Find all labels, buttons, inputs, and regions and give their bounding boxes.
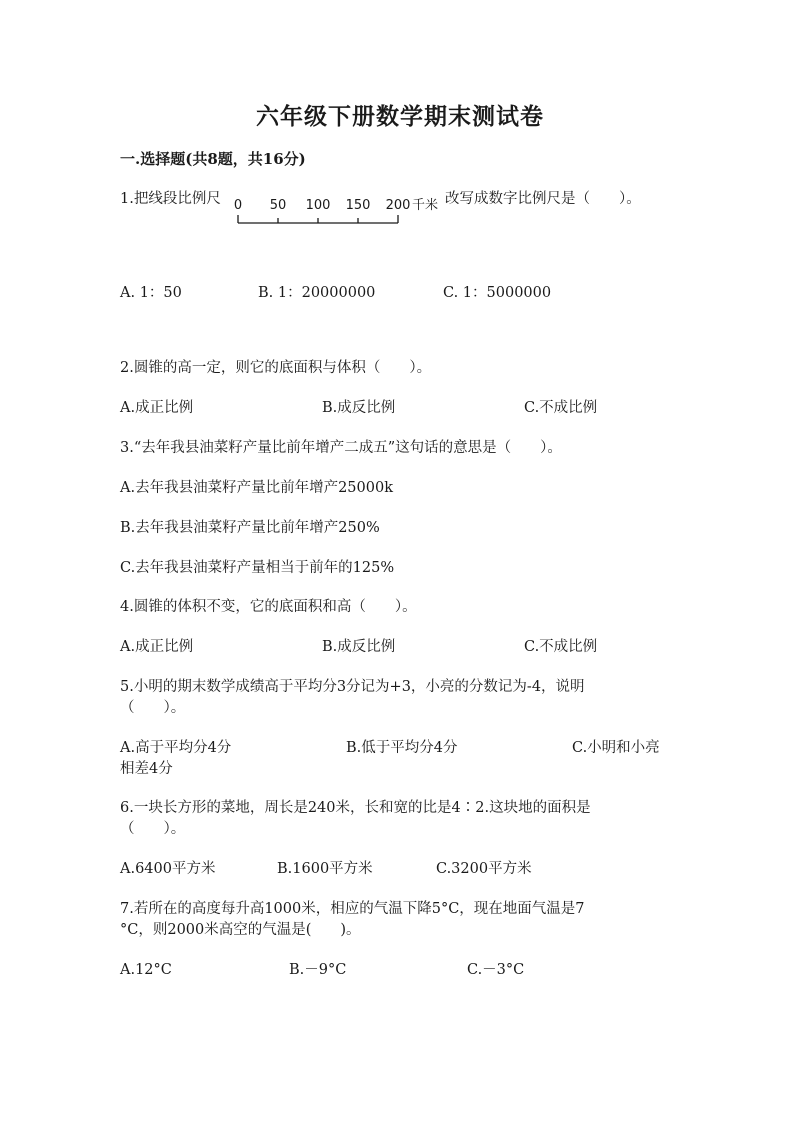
- question-7-stem-line1: 7.若所在的高度每升高1000米，相应的气温下降5°C，现在地面气温是7: [120, 901, 585, 917]
- question-5-option-c[interactable]: C.小明和小亮: [572, 740, 660, 756]
- question-4-option-c[interactable]: C.不成比例: [524, 639, 598, 655]
- question-7-option-b[interactable]: B.－9°C: [289, 962, 347, 978]
- question-3-option-b[interactable]: B.去年我县油菜籽产量比前年增产250%: [120, 520, 380, 536]
- scale-tick-label: 100: [305, 198, 331, 213]
- scale-bar-figure: [234, 193, 444, 229]
- question-1-stem-before: 1.把线段比例尺: [120, 191, 221, 207]
- question-5-option-c-continued: 相差4分: [120, 761, 173, 777]
- scale-unit-label: 千米: [412, 198, 439, 213]
- question-4-stem: 4.圆锥的体积不变，它的底面积和高（ ）。: [120, 599, 417, 615]
- question-4-option-b[interactable]: B.成反比例: [322, 639, 396, 655]
- question-1-stem-after: 改写成数字比例尺是（ ）。: [445, 191, 641, 207]
- question-5-option-b[interactable]: B.低于平均分4分: [346, 740, 458, 756]
- question-4-option-a[interactable]: A.成正比例: [120, 639, 194, 655]
- question-1-option-b[interactable]: B. 1：20000000: [258, 285, 376, 301]
- scale-tick-label: 150: [345, 198, 371, 213]
- question-2-stem: 2.圆锥的高一定，则它的底面积与体积（ ）。: [120, 360, 432, 376]
- page-title: 六年级下册数学期末测试卷: [256, 103, 544, 130]
- section-heading: 一.选择题(共8题，共16分): [120, 150, 306, 168]
- question-1-option-a[interactable]: A. 1：50: [120, 285, 182, 301]
- question-6-stem-line1: 6.一块长方形的菜地，周长是240米，长和宽的比是4∶2.这块地的面积是: [120, 800, 591, 816]
- question-5-stem-line2: （ ）。: [120, 700, 186, 716]
- question-5-stem-line1: 5.小明的期末数学成绩高于平均分3分记为+3，小亮的分数记为-4，说明: [120, 679, 585, 695]
- question-3-stem: 3.“去年我县油菜籽产量比前年增产二成五”这句话的意思是（ ）。: [120, 440, 562, 456]
- question-7-stem-line2: °C，则2000米高空的气温是( )。: [120, 922, 361, 938]
- question-2-option-c[interactable]: C.不成比例: [524, 400, 598, 416]
- question-6-option-c[interactable]: C.3200平方米: [436, 861, 532, 877]
- question-3-option-c[interactable]: C.去年我县油菜籽产量相当于前年的125%: [120, 560, 395, 576]
- scale-bar-line: [238, 215, 398, 223]
- scale-tick-label: 50: [269, 198, 287, 213]
- question-5-option-a[interactable]: A.高于平均分4分: [120, 740, 232, 756]
- question-1-option-c[interactable]: C. 1：5000000: [443, 285, 552, 301]
- question-6-option-a[interactable]: A.6400平方米: [120, 861, 216, 877]
- question-6-stem-line2: （ ）。: [120, 821, 186, 837]
- scale-tick-label: 0: [234, 198, 243, 213]
- question-2-option-b[interactable]: B.成反比例: [322, 400, 396, 416]
- question-3-option-a[interactable]: A.去年我县油菜籽产量比前年增产25000k: [120, 480, 393, 496]
- scale-tick-label: 200: [385, 198, 411, 213]
- question-7-option-c[interactable]: C.－3°C: [467, 962, 525, 978]
- question-2-option-a[interactable]: A.成正比例: [120, 400, 194, 416]
- question-6-option-b[interactable]: B.1600平方米: [277, 861, 373, 877]
- question-7-option-a[interactable]: A.12°C: [120, 962, 172, 978]
